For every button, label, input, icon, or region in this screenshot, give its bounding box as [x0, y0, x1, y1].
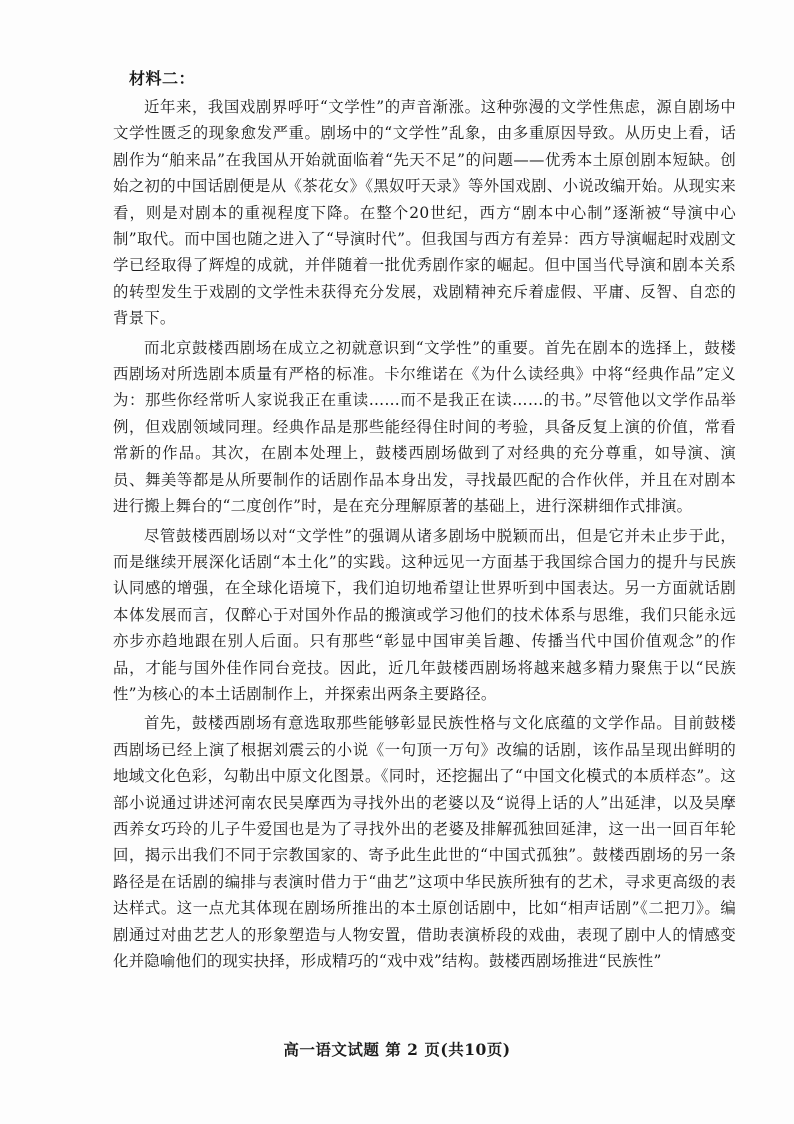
paragraph-4: 首先，鼓楼西剧场有意选取那些能够彰显民族性格与文化底蕴的文学作品。目前鼓楼西剧场已经上演了根据刘震云的小说《一句顶一万句》改编的话剧，该作品呈现出鲜明的地域文化色彩，勾勒出中原文化图景。《同时，还挖掘出了“中国文化模式的本质样态”。这部小说通过讲述河南农民吴摩西为寻找外出的老婆以及“说得上话的人”出延津，以及吴摩西养女巧玲的儿子牛爱国也是为了寻找外出的老婆及排解孤独回延津，这一出一回百年轮回，揭示出我们不同于宗教国家的、寄予此生此世的“中国式孤独”。鼓楼西剧场的另一条路径是在话剧的编排与表演时借力于“曲艺”这项中华民族所独有的艺术，寻求更高级的表达样式。这一点尤其体现在剧场所推出的本土原创话剧中，比如“相声话剧”《二把刀》。编剧通过对曲艺艺人的形象塑造与人物安置，借助表演桥段的戏曲，表现了剧中人的情感变化并隐喻他们的现实抉择，形成精巧的“戏中戏”结构。鼓楼西剧场推进“民族性”	[113, 714, 736, 970]
section-heading: 材料二：	[129, 69, 196, 88]
paragraph-2: 而北京鼓楼西剧场在成立之初就意识到“文学性”的重要。首先在剧本的选择上，鼓楼西剧场对所选剧本质量有严格的标准。卡尔维诺在《为什么读经典》中将“经典作品”定义为：那些你经常听人家说我正在重读……而不是我正在读……的书。”尽管他以文学作品举例，但戏剧领域同理。经典作品是那些能经得住时间的考验，具备反复上演的价值，常看常新的作品。其次，在剧本处理上，鼓楼西剧场做到了对经典的充分尊重，如导演、演员、舞美等都是从所要制作的话剧作品本身出发，寻找最匹配的合作伙伴，并且在对剧本进行搬上舞台的“二度创作”时，是在充分理解原著的基础上，进行深耕细作式排演。	[113, 338, 736, 516]
page-footer: 高一语文试题 第 2 页(共10页)	[283, 1040, 511, 1059]
paragraph-3: 尽管鼓楼西剧场以对“文学性”的强调从诸多剧场中脱颖而出，但是它并未止步于此，而是继续开展深化话剧“本土化”的实践。这种远见一方面基于我国综合国力的提升与民族认同感的增强，在全球化语境下，我们迫切地希望让世界听到中国表达。另一方面就话剧本体发展而言，仅醉心于对国外作品的搬演或学习他们的技术体系与思维，我们只能永远亦步亦趋地跟在别人后面。只有那些“彰显中国审美旨趣、传播当代中国价值观念”的作品，才能与国外佳作同台竞技。因此，近几年鼓楼西剧场将越来越多精力聚焦于以“民族性”为核心的本土话剧制作上，并探索出两条主要路径。	[113, 526, 736, 703]
paragraph-1: 近年来，我国戏剧界呼吁“文学性”的声音渐涨。这种弥漫的文学性焦虑，源自剧场中文学性匮乏的现象愈发严重。剧场中的“文学性”乱象，由多重原因导致。从历史上看，话剧作为“舶来品”在我国从开始就面临着“先天不足”的问题——优秀本土原创剧本短缺。创始之初的中国话剧便是从《茶花女》《黑奴吁天录》等外国戏剧、小说改编开始。从现实来看，则是对剧本的重视程度下降。在整个20世纪，西方“剧本中心制”逐渐被“导演中心制”取代。而中国也随之进入了“导演时代”。但我国与西方有差异：西方导演崛起时戏剧文学已经取得了辉煌的成就，并伴随着一批优秀剧作家的崛起。但中国当代导演和剧本关系的转型发生于戏剧的文学性未获得充分发展，戏剧精神充斥着虚假、平庸、反智、自恋的背景下。	[113, 98, 736, 328]
reading-material	[113, 68, 736, 977]
